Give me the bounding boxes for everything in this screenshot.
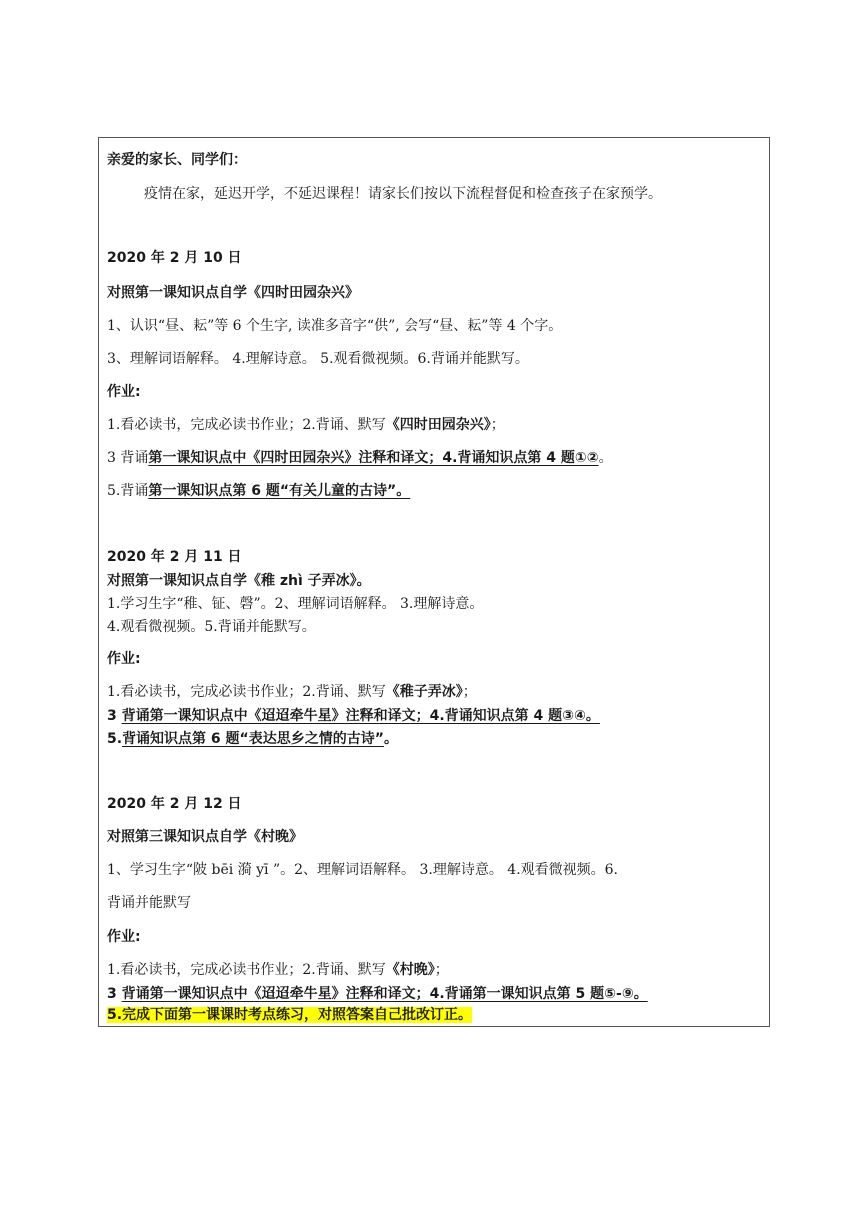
day3-homework-1 (107, 960, 449, 980)
day2-date: 2020 年 2 月 11 日 (107, 549, 242, 565)
day2-title: 对照第一课知识点自学《稚 zhì 子弄冰》。 (107, 573, 371, 589)
day3-hw1-end: ； (434, 962, 449, 978)
day3-hw2-task: 背诵第一课知识点中《迢迢牵牛星》注释和译文；4.背诵第一课知识点第 5 题⑤-⑨。 (121, 986, 648, 1002)
day1-homework-3 (107, 481, 410, 501)
day1-title: 对照第一课知识点自学《四时田园杂兴》 (107, 285, 359, 301)
day1-homework-label: 作业: (107, 384, 141, 400)
day3-hw3-highlighted: 5.完成下面第一课课时考点练习，对照答案自己批改订正。 (107, 1007, 473, 1023)
day1-hw1-text: 1.看必读书，完成必读书作业；2.背诵、默写 (107, 417, 386, 433)
greeting: 亲爱的家长、同学们： (107, 152, 247, 168)
day2-homework-2 (107, 706, 600, 726)
day1-hw3-prefix: 5.背诵 (107, 483, 149, 499)
day2-homework-1 (107, 682, 477, 702)
day2-item2: 4.观看微视频。5.背诵并能默写。 (107, 619, 316, 635)
day2-hw3-prefix: 5. (107, 731, 123, 747)
day3-title: 对照第三课知识点自学《村晚》 (107, 829, 303, 845)
day3-homework-3 (107, 1005, 472, 1025)
day3-homework-label: 作业: (107, 929, 141, 945)
day3-item1: 1、学习生字“陂 bēi 漪 yī ”。2、理解词语解释。 3.理解诗意。 4.观看微视频。6. (107, 862, 619, 878)
day2-hw2-prefix: 3 (107, 708, 122, 724)
day2-hw3-end: 。 (383, 731, 398, 747)
intro-paragraph: 疫情在家，延迟开学，不延迟课程！请家长们按以下流程督促和检查孩子在家预学。 (144, 186, 662, 202)
day2-hw1-end: ； (462, 684, 477, 700)
day2-item1: 1.学习生字“稚、钲、磬”。2、理解词语解释。 3.理解诗意。 (107, 596, 484, 612)
day1-hw2-prefix: 3 背诵 (107, 450, 149, 466)
day3-homework-2 (107, 984, 648, 1004)
day3-date: 2020 年 2 月 12 日 (107, 796, 242, 812)
day2-hw2-task: 背诵第一课知识点中《迢迢牵牛星》注释和译文；4.背诵知识点第 4 题③④。 (121, 708, 600, 724)
day3-hw2-prefix: 3 (107, 986, 122, 1002)
day2-hw3-task: 背诵知识点第 6 题“表达思乡之情的古诗” (122, 731, 384, 747)
day1-hw3-task: 第一课知识点第 6 题“有关儿童的古诗”。 (148, 483, 411, 499)
day1-homework-2 (107, 448, 613, 468)
day1-date: 2020 年 2 月 10 日 (107, 250, 242, 266)
day2-hw1-poem: 《稚子弄冰》 (385, 684, 463, 700)
day1-hw2-task: 第一课知识点中《四时田园杂兴》注释和译文；4.背诵知识点第 4 题①② (148, 450, 599, 466)
day1-item1: 1、认识“昼、耘”等 6 个生字, 读准多音字“供”, 会写“昼、耘”等 4 个字。 (107, 318, 563, 334)
day1-item2: 3、理解词语解释。 4.理解诗意。 5.观看微视频。6.背诵并能默写。 (107, 351, 529, 367)
day1-hw1-poem: 《四时田园杂兴》 (385, 417, 491, 433)
day2-homework-label: 作业: (107, 651, 141, 667)
day3-hw1-text: 1.看必读书，完成必读书作业；2.背诵、默写 (107, 962, 386, 978)
day1-homework-1 (107, 415, 505, 435)
day3-item2: 背诵并能默写 (107, 895, 191, 911)
day1-hw1-end: ； (490, 417, 505, 433)
day3-hw1-poem: 《村晚》 (385, 962, 435, 978)
day2-homework-3 (107, 729, 398, 749)
day1-hw2-end: 。 (598, 450, 613, 466)
day2-hw1-text: 1.看必读书，完成必读书作业；2.背诵、默写 (107, 684, 386, 700)
